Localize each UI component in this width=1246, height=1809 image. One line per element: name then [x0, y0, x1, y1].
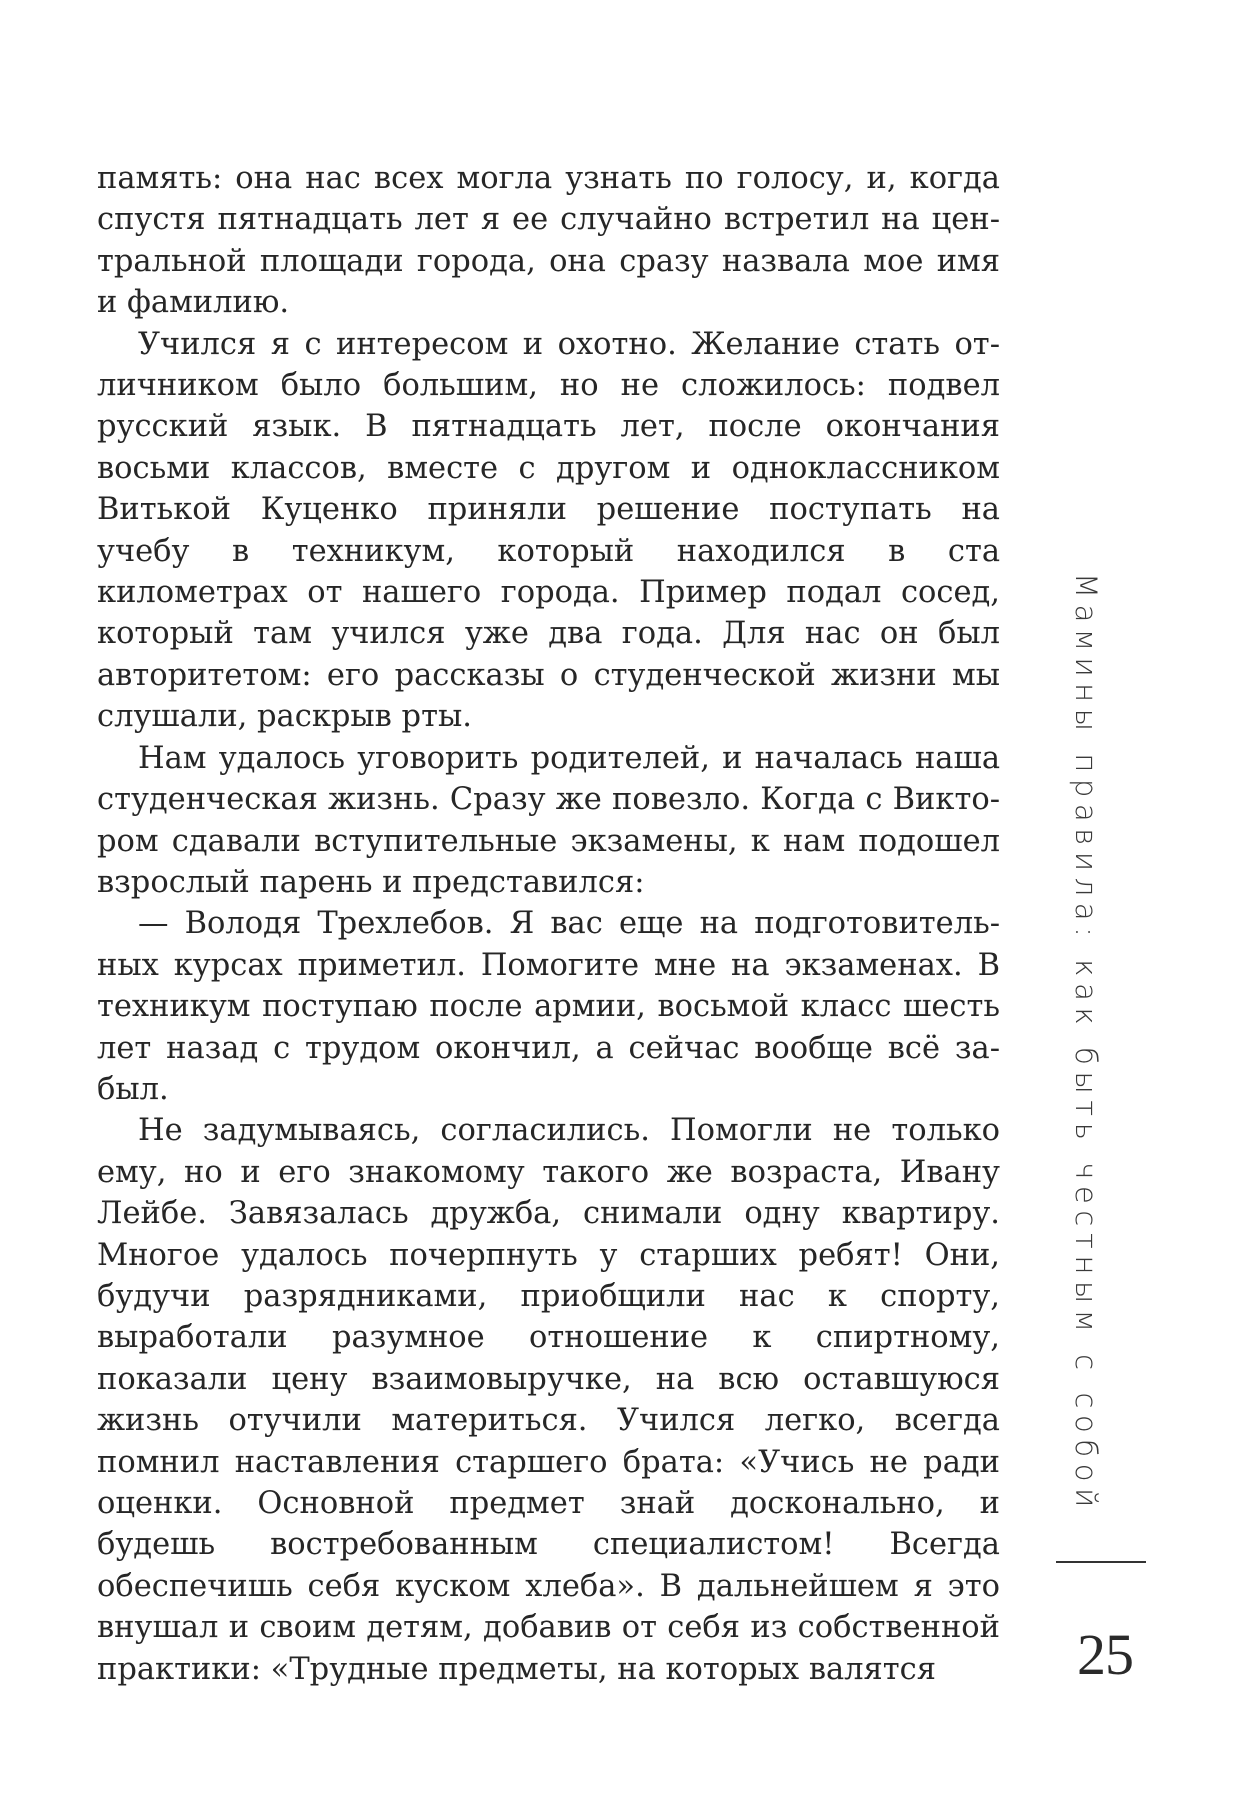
page-number: 25: [1077, 1622, 1133, 1687]
paragraph: Нам удалось уговорить родителей, и началась наша студенческая жизнь. Сразу же повезло. Когда с Виктором сдавали вступительные экзамены, к нам подошел взрослый парень и представился:: [97, 740, 1000, 900]
body-text: [97, 158, 1000, 1690]
paragraph: Учился я с интересом и охотно. Желание стать отличником было большим, но не сложилось: подвел русский язык. В пятнадцать лет, после окончания восьми классов, вместе с другом и одноклассником Витькой Куценко приняли решение поступать на учебу в техникум, который находился в ста километрах от нашего города. Пример подал сосед, который там учился уже два года. Для нас он был авторитетом: его рассказы о студенческой жизни мы слушали, раскрыв рты.: [97, 326, 1000, 735]
paragraph: Не задумываясь, согласились. Помогли не только ему, но и его знакомому такого же возраста, Ивану Лейбе. Завязалась дружба, снимали одну квартиру. Многое удалось почерпнуть у старших ребят! Они, будучи разрядниками, приобщили нас к спорту, выработали разумное отношение к спиртному, показали цену взаимовыручке, на всю оставшуюся жизнь отучили материться. Учился легко, всегда помнил наставления старшего брата: «Учись не ради оценки. Основной предмет знай досконально, и будешь востребованным специалистом! Всегда обеспечишь себя куском хлеба». В дальнейшем я это внушал и своим детям, добавив от себя из собственной практики: «Трудные предметы, на которых валятся: [97, 1113, 1000, 1687]
running-title: Мамины правила: как быть честным с собой: [1069, 573, 1103, 1514]
footer-rule: [1056, 1561, 1146, 1563]
paragraph: память: она нас всех могла узнать по голосу, и, когда спустя пятнадцать лет я ее случайно встретил на центральной площади города, она сразу назвала мое имя и фамилию.: [97, 161, 1000, 321]
dialogue-paragraph: — Володя Трехлебов. Я вас еще на подготовительных курсах приметил. Помогите мне на экзаменах. В техникум поступаю после армии, восьмой класс шесть лет назад с трудом окончил, а сейчас вообще всё забыл.: [97, 906, 1000, 1107]
